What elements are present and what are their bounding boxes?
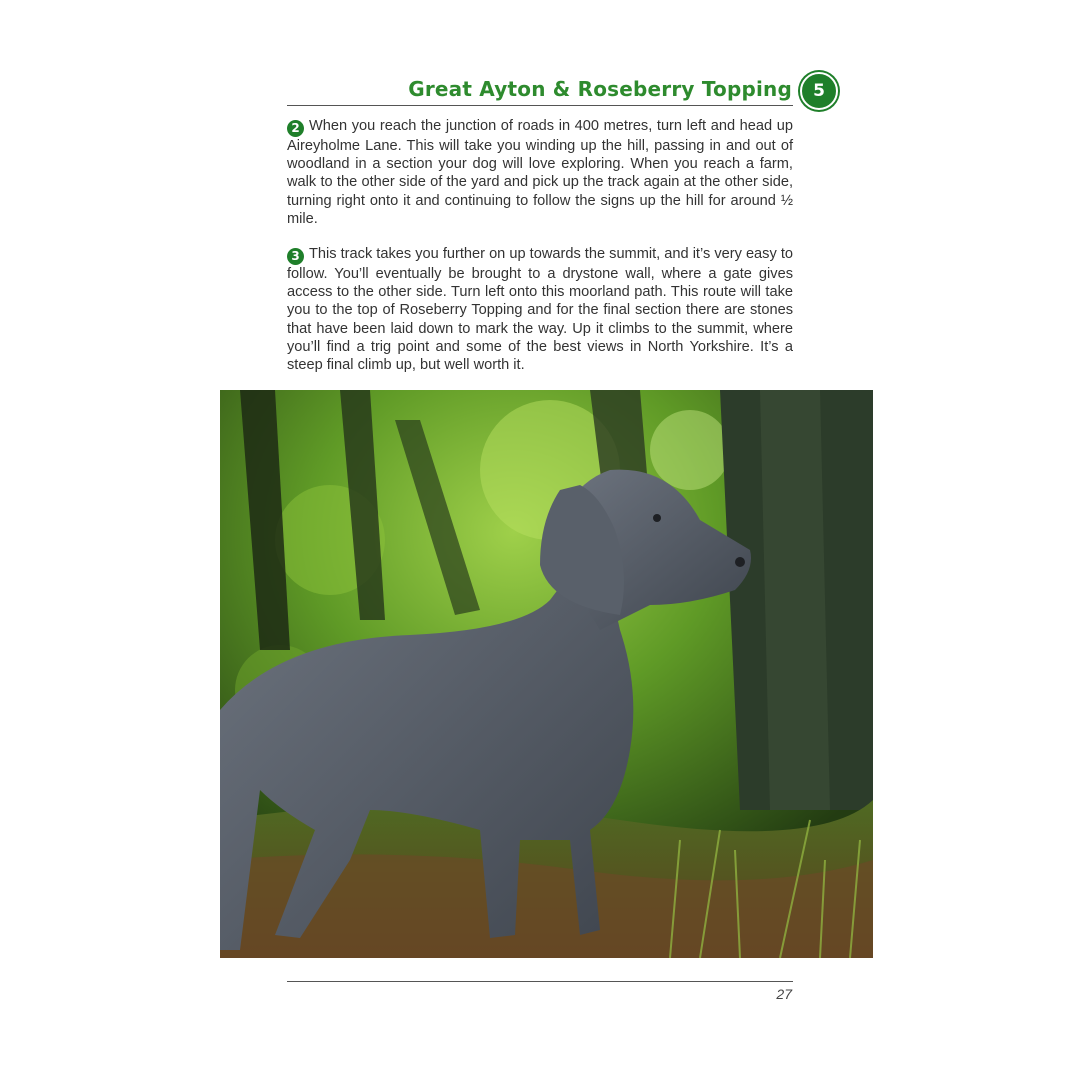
step-paragraph (287, 245, 793, 374)
header-divider (287, 105, 793, 106)
step-number-badge: 2 (287, 120, 304, 137)
footer-divider (287, 981, 793, 982)
page-number: 27 (776, 986, 792, 1002)
chapter-title: Great Ayton & Roseberry Topping (408, 77, 792, 101)
dog-photo (220, 390, 873, 958)
step-number-badge: 3 (287, 248, 304, 265)
step-text: When you reach the junction of roads in 400 metres, turn left and head up Aireyholme Lane. This will take you winding up the hill, passing in and out of woodland in a section your dog will love exploring. When you reach a farm, walk to the other side of the yard and pick up the track again at the other side, turning right onto it and continuing to follow the signs up the hill for around ½ mile. (287, 118, 793, 227)
walk-number-badge: 5 (800, 72, 838, 110)
step-paragraph (287, 117, 793, 228)
step-text: This track takes you further on up towards the summit, and it’s very easy to follow. You’ll eventually be brought to a drystone wall, where a gate gives access to the other side. Turn left onto this moorland path. This route will take you to the top of Roseberry Topping and for the final section there are stones that have been laid down to mark the way. Up it climbs to the summit, where you’ll find a trig point and some of the best views in North Yorkshire. It’s a steep final climb up, but well worth it. (287, 246, 793, 374)
